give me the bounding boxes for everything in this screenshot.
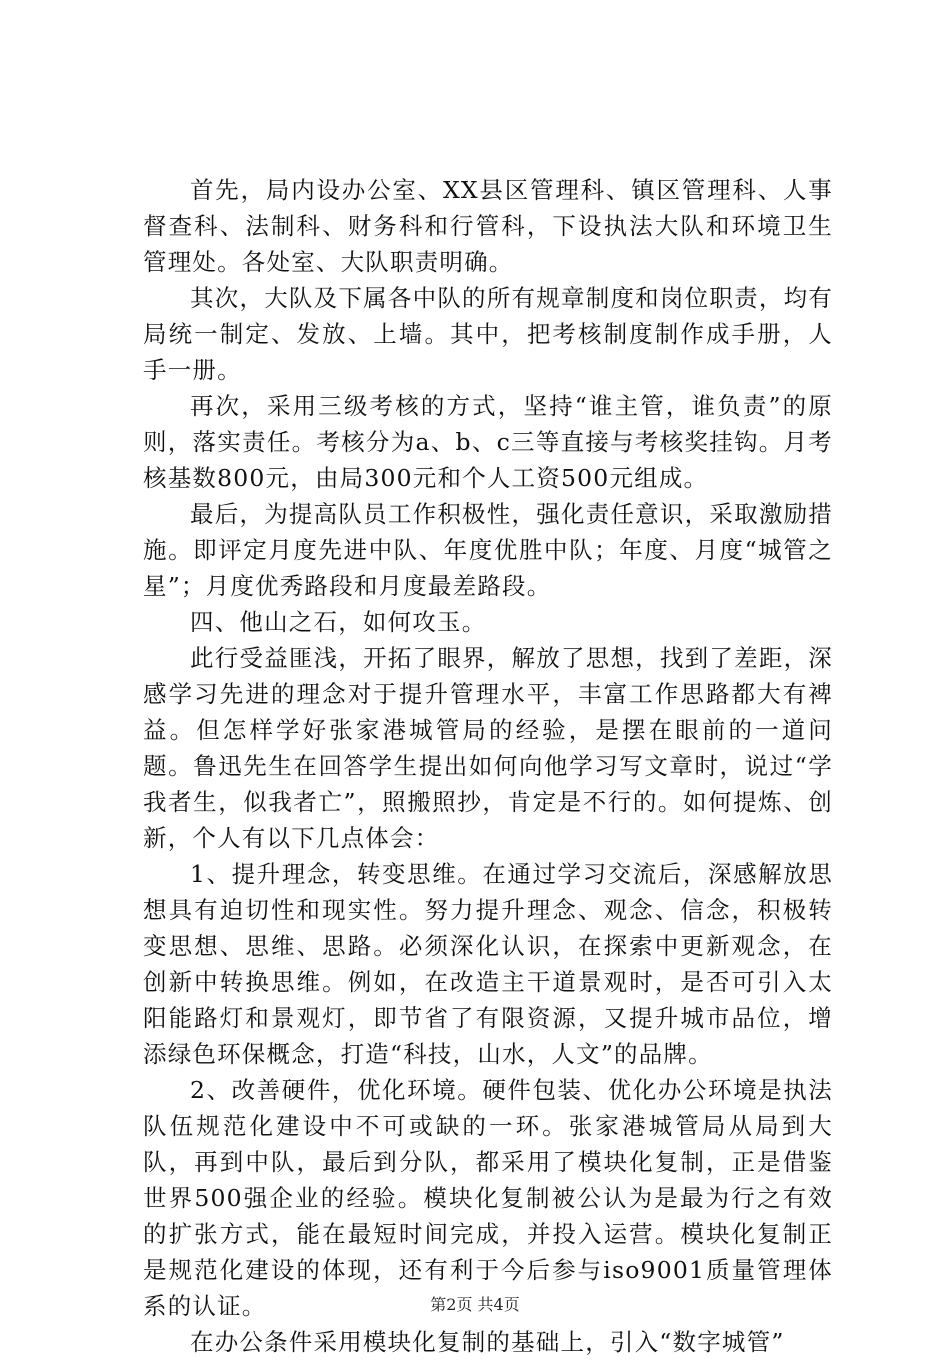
paragraph-point-2: 2、改善硬件，优化环境。硬件包装、优化办公环境是执法队伍规范化建设中不可或缺的一环。张家港城管局从局到大队，再到中队，最后到分队，都采用了模块化复制，正是借鉴世界500强企业的经验。模块化复制被公认为是最为行之有效的扩张方式，能在最短时间完成，并投入运营。模块化复制正是规范化建设的体现，还有利于今后参与iso9001质量管理体系的认证。 <box>143 1076 833 1320</box>
paragraph-third: 再次，采用三级考核的方式，坚持“谁主管，谁负责”的原则，落实责任。考核分为a、b、c三等直接与考核奖挂钩。月考核基数800元，由局300元和个人工资500元组成。 <box>143 392 833 492</box>
section-heading: 四、他山之石，如何攻玉。 <box>190 608 487 636</box>
paragraph-first: 首先，局内设办公室、XX县区管理科、镇区管理科、人事督查科、法制科、财务科和行管科，下设执法大队和环境卫生管理处。各处室、大队职责明确。 <box>143 176 833 276</box>
paragraph-insights: 此行受益匪浅，开拓了眼界，解放了思想，找到了差距，深感学习先进的理念对于提升管理水平，丰富工作思路都大有裨益。但怎样学好张家港城管局的经验，是摆在眼前的一道问题。鲁迅先生在回答学生提出如何向他学习写文章时，说过“学我者生，似我者亡”，照搬照抄，肯定是不行的。如何提炼、创新，个人有以下几点体会： <box>143 644 833 852</box>
document-body <box>143 172 833 1360</box>
page-footer: 第2页 共4页 <box>430 1295 520 1314</box>
paragraph-finally: 最后，为提高队员工作积极性，强化责任意识，采取激励措施。即评定月度先进中队、年度优胜中队；年度、月度“城管之星”；月度优秀路段和月度最差路段。 <box>143 500 833 600</box>
paragraph-second: 其次，大队及下属各中队的所有规章制度和岗位职责，均有局统一制定、发放、上墙。其中，把考核制度制作成手册，人手一册。 <box>143 284 833 384</box>
paragraph-continued: 在办公条件采用模块化复制的基础上，引入“数字城管” <box>190 1328 785 1356</box>
paragraph-point-1: 1、提升理念，转变思维。在通过学习交流后，深感解放思想具有迫切性和现实性。努力提升理念、观念、信念，积极转变思想、思维、思路。必须深化认识，在探索中更新观念，在创新中转换思维。例如，在改造主干道景观时，是否可引入太阳能路灯和景观灯，即节省了有限资源，又提升城市品位，增添绿色环保概念，打造“科技，山水，人文”的品牌。 <box>143 860 833 1068</box>
